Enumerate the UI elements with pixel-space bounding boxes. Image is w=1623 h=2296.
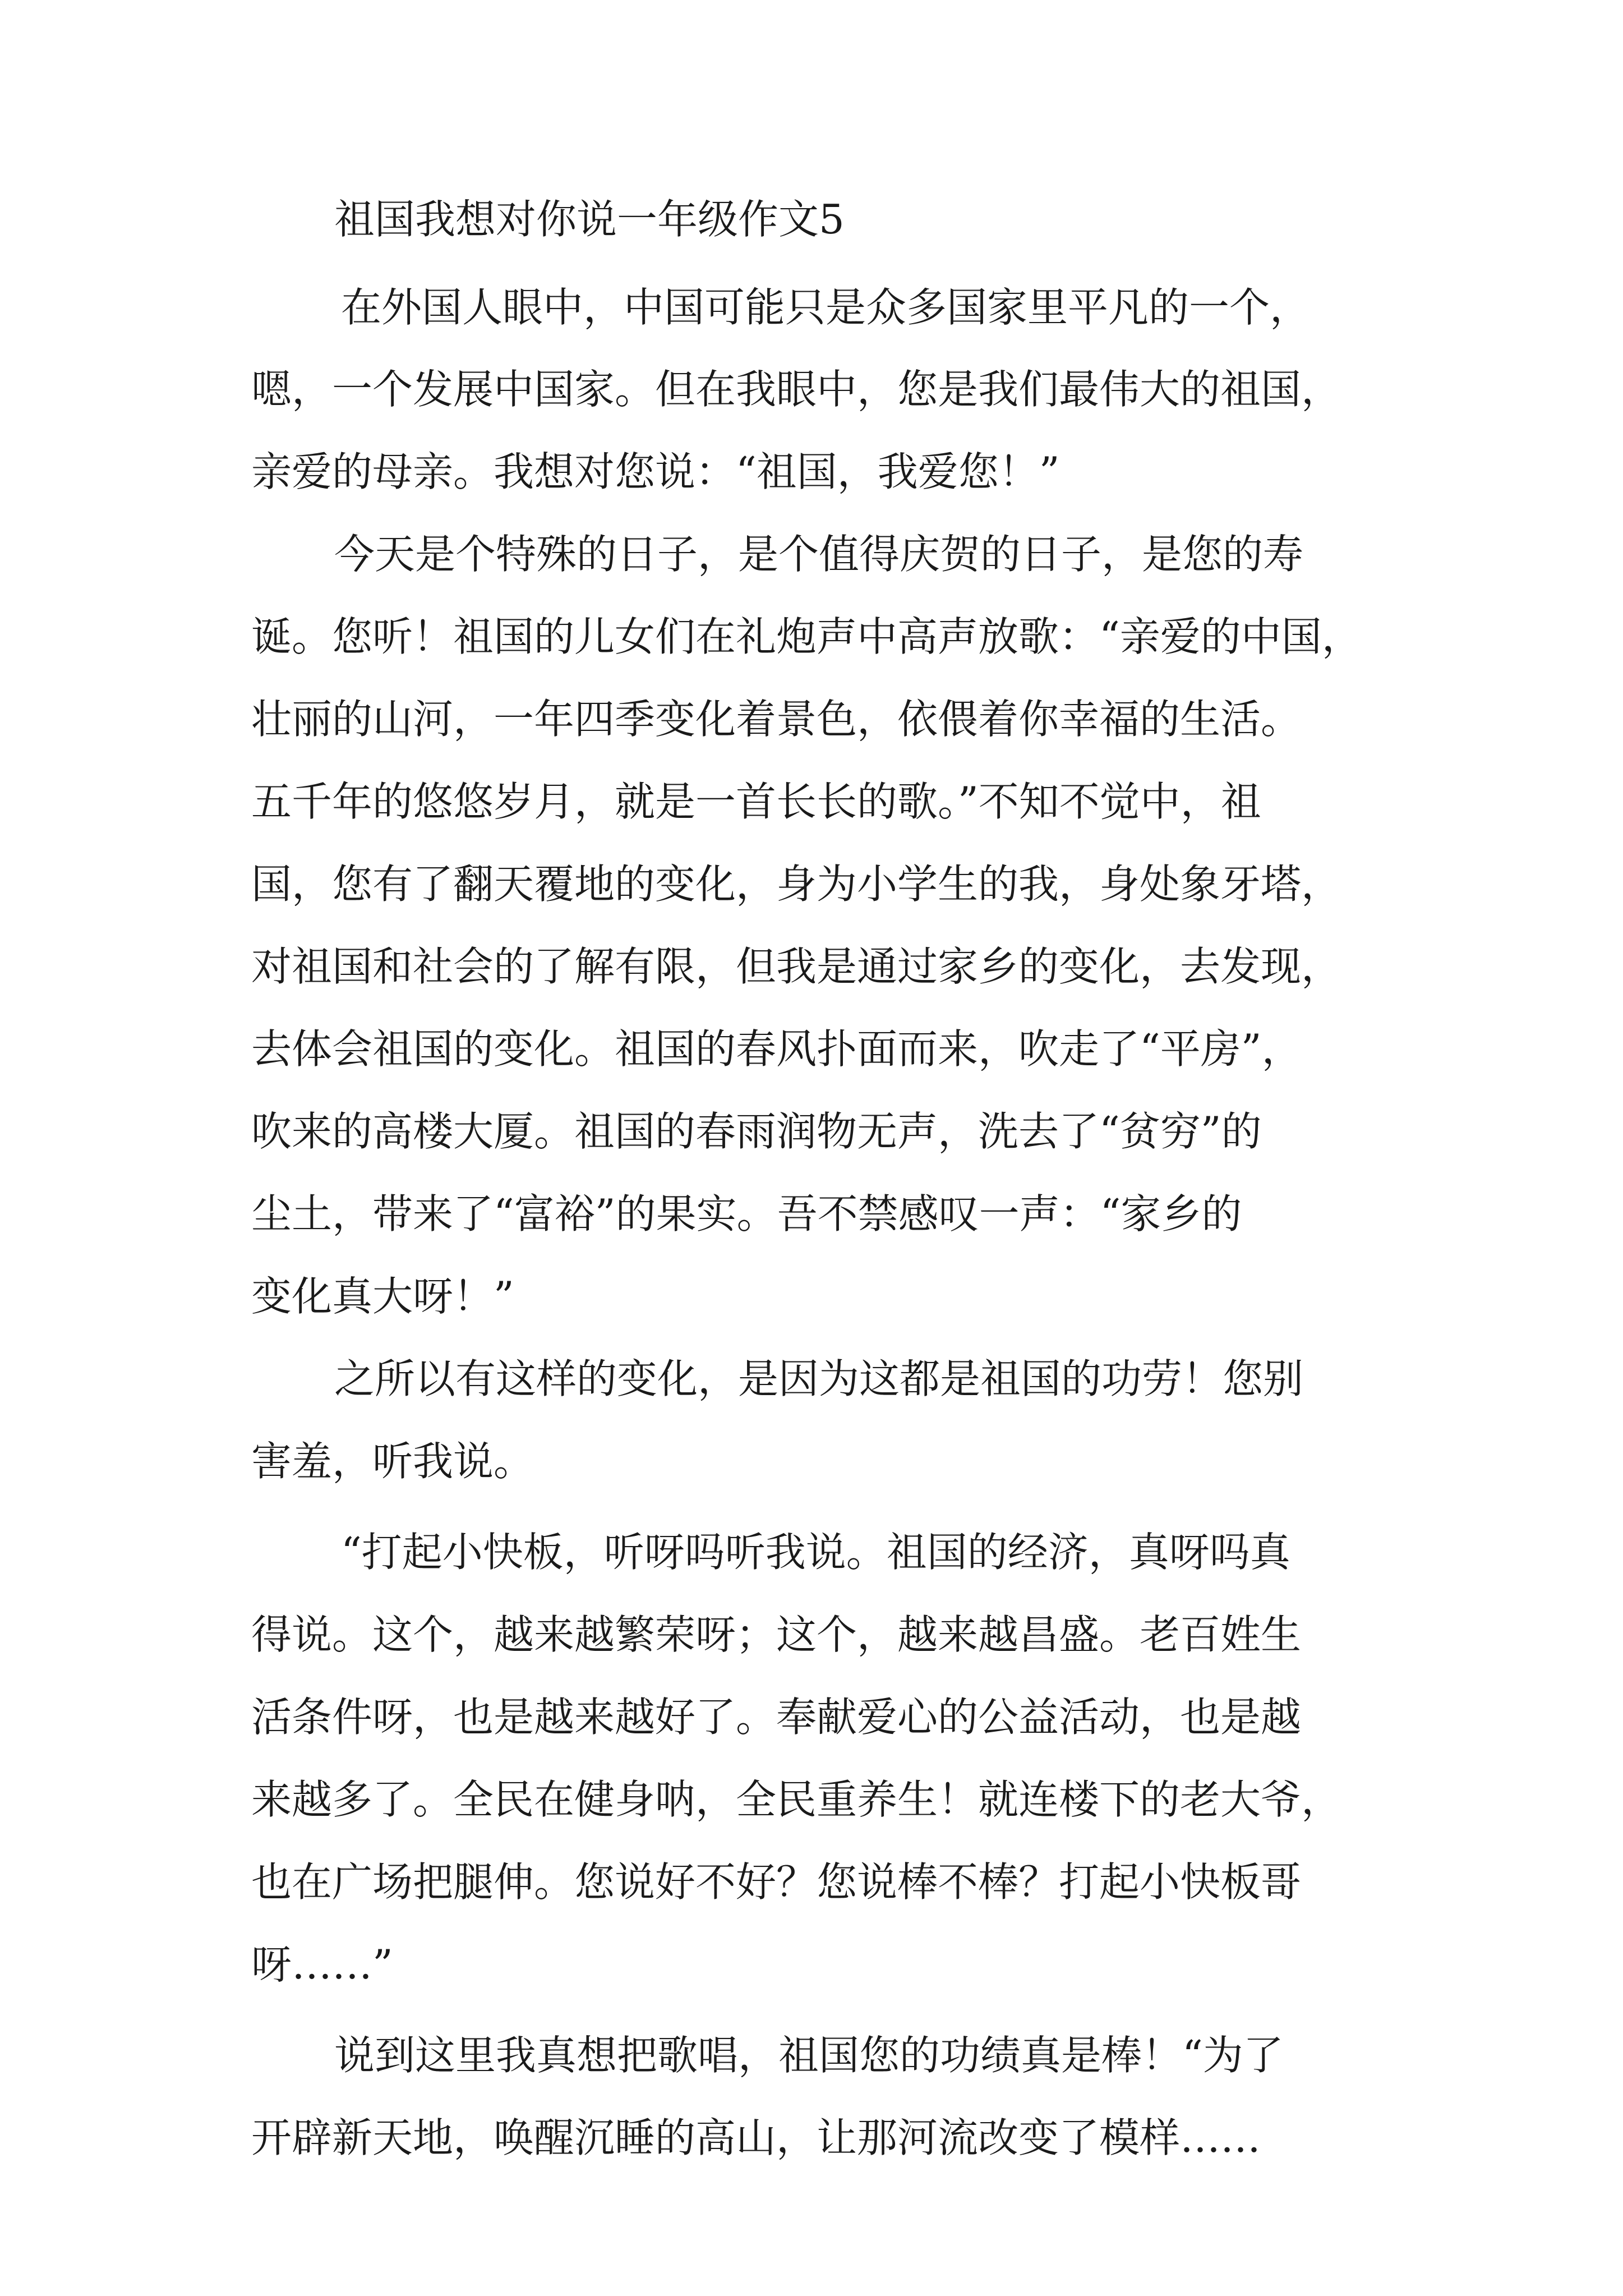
essay-line: 壮丽的山河，一年四季变化着景色，依偎着你幸福的生活。 (251, 696, 1302, 743)
essay-line: 去体会祖国的变化。祖国的春风扑面而来，吹走了“平房”， (251, 1025, 1302, 1073)
essay-line: 嗯，一个发展中国家。但在我眼中，您是我们最伟大的祖国， (251, 366, 1342, 413)
essay-line: 害羞，听我说。 (251, 1438, 534, 1485)
essay-line: 变化真大呀！” (251, 1273, 514, 1320)
essay-line: 吹来的高楼大厦。祖国的春雨润物无声，洗去了“贫穷”的 (251, 1108, 1262, 1155)
essay-line: 诞。您听！祖国的儿女们在礼炮声中高声放歌：“亲爱的中国， (251, 613, 1362, 660)
essay-line: 来越多了。全民在健身呐，全民重养生！就连楼下的老大爷， (251, 1776, 1342, 1823)
essay-line: 五千年的悠悠岁月，就是一首长长的歌。”不知不觉中，祖 (251, 778, 1261, 825)
essay-line: 国，您有了翻天覆地的变化，身为小学生的我，身处象牙塔， (251, 861, 1342, 908)
essay-line: 之所以有这样的变化，是因为这都是祖国的功劳！您别 (334, 1355, 1304, 1402)
document-title: 祖国我想对你说一年级作文5 (334, 196, 845, 243)
essay-line: 也在广场把腿伸。您说好不好？您说棒不棒？打起小快板哥 (251, 1858, 1302, 1906)
essay-line: 今天是个特殊的日子，是个值得庆贺的日子，是您的寿 (334, 531, 1304, 578)
essay-line: 在外国人眼中，中国可能只是众多国家里平凡的一个， (341, 284, 1311, 331)
essay-line: 活条件呀，也是越来越好了。奉献爱心的公益活动，也是越 (251, 1694, 1302, 1741)
essay-line: 亲爱的母亲。我想对您说：“祖国，我爱您！” (251, 448, 1060, 495)
essay-line: 说到这里我真想把歌唱，祖国您的功绩真是棒！“为了 (334, 2032, 1284, 2079)
essay-line: 开辟新天地，唤醒沉睡的高山，让那河流改变了模样…… (251, 2114, 1261, 2161)
essay-line: “打起小快板，听呀吗听我说。祖国的经济，真呀吗真 (341, 1529, 1290, 1576)
essay-line: 呀……” (251, 1941, 393, 1988)
essay-line: 尘土，带来了“富裕”的果实。吾不禁感叹一声：“家乡的 (251, 1190, 1242, 1237)
essay-line: 对祖国和社会的了解有限，但我是通过家乡的变化，去发现， (251, 943, 1342, 990)
essay-line: 得说。这个，越来越繁荣呀；这个，越来越昌盛。老百姓生 (251, 1611, 1302, 1658)
